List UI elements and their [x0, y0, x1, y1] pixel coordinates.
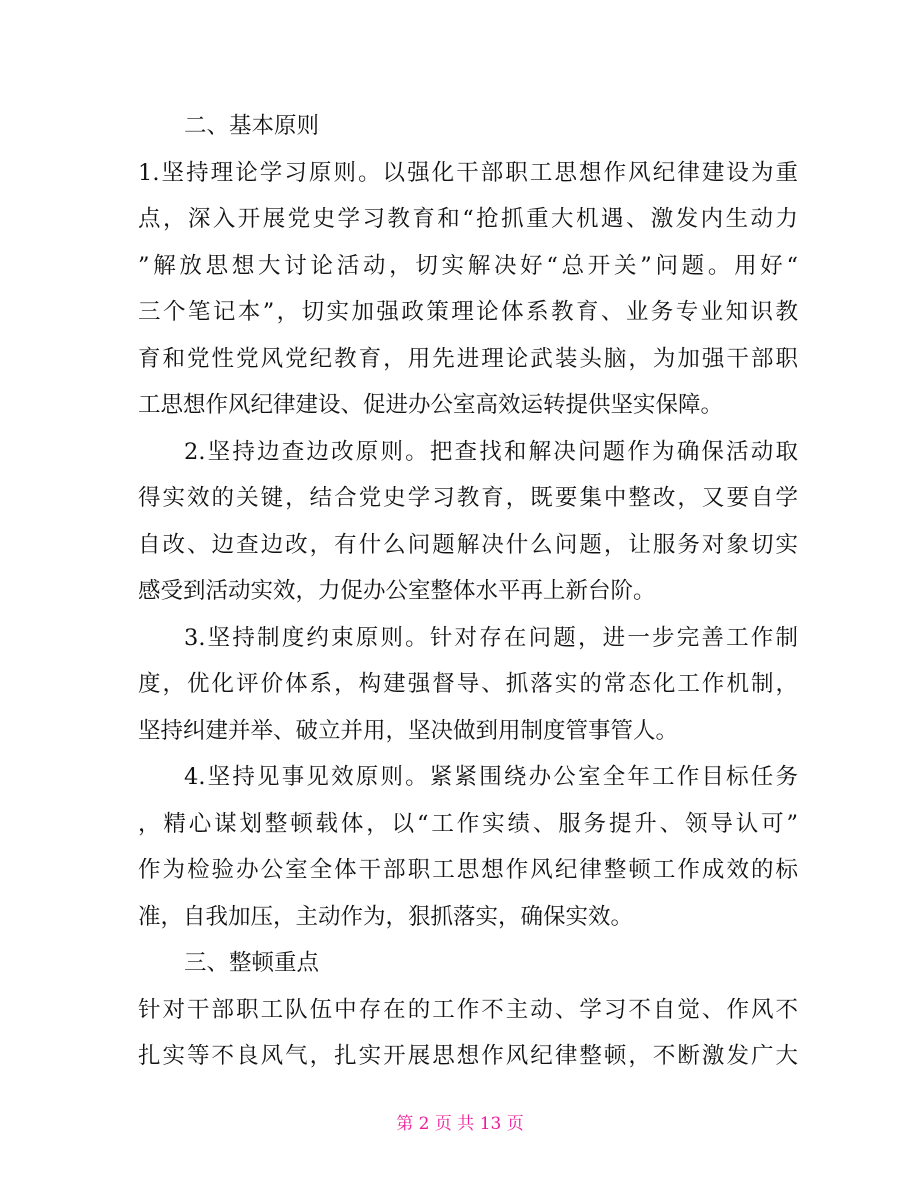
paragraph-line: 准，自我加压，主动作为，狠抓落实，确保实效。 [138, 904, 634, 930]
paragraph-line: 三个笔记本”，切实加强政策理论体系教育、业务专业知识教 [138, 299, 798, 325]
paragraph-line: ，精心谋划整顿载体，以“工作实绩、服务提升、领导认可” [138, 811, 798, 837]
paragraph-line: 感受到活动实效，力促办公室整体水平再上新台阶。 [138, 578, 656, 604]
paragraph-line: 点，深入开展党史学习教育和“抢抓重大机遇、激发内生动力 [138, 206, 798, 232]
paragraph-line: 坚持纠建并举、破立并用，坚决做到用制度管事管人。 [138, 718, 679, 744]
paragraph-line: 工思想作风纪律建设、促进办公室高效运转提供坚实保障。 [138, 392, 724, 418]
paragraph-line: 3.坚持制度约束原则。针对存在问题，进一步完善工作制 [184, 625, 798, 651]
paragraph-line: ”解放思想大讨论活动，切实解决好“总开关”问题。用好“ [138, 253, 798, 279]
paragraph-line: 1.坚持理论学习原则。以强化干部职工思想作风纪律建设为重 [138, 160, 798, 186]
section-heading-basic-principles: 二、基本原则 [184, 113, 320, 139]
paragraph-line: 4.坚持见事见效原则。紧紧围绕办公室全年工作目标任务 [184, 764, 798, 790]
paragraph-line: 自改、边查边改，有什么问题解决什么问题，让服务对象切实 [138, 532, 798, 558]
paragraph-line: 度，优化评价体系，构建强督导、抓落实的常态化工作机制， [138, 671, 798, 697]
paragraph-line: 作为检验办公室全体干部职工思想作风纪律整顿工作成效的标 [138, 857, 798, 883]
paragraph-line: 育和党性党风党纪教育，用先进理论武装头脑，为加强干部职 [138, 346, 798, 372]
section-heading-rectification-focus: 三、整顿重点 [184, 950, 320, 976]
paragraph-line: 2.坚持边查边改原则。把查找和解决问题作为确保活动取 [184, 439, 798, 465]
page-number-footer: 第 2 页 共 13 页 [396, 1114, 524, 1134]
paragraph-line: 扎实等不良风气，扎实开展思想作风纪律整顿，不断激发广大 [138, 1043, 798, 1069]
paragraph-line: 得实效的关键，结合党史学习教育，既要集中整改，又要自学 [138, 485, 798, 511]
paragraph-line: 针对干部职工队伍中存在的工作不主动、学习不自觉、作风不 [138, 997, 798, 1023]
